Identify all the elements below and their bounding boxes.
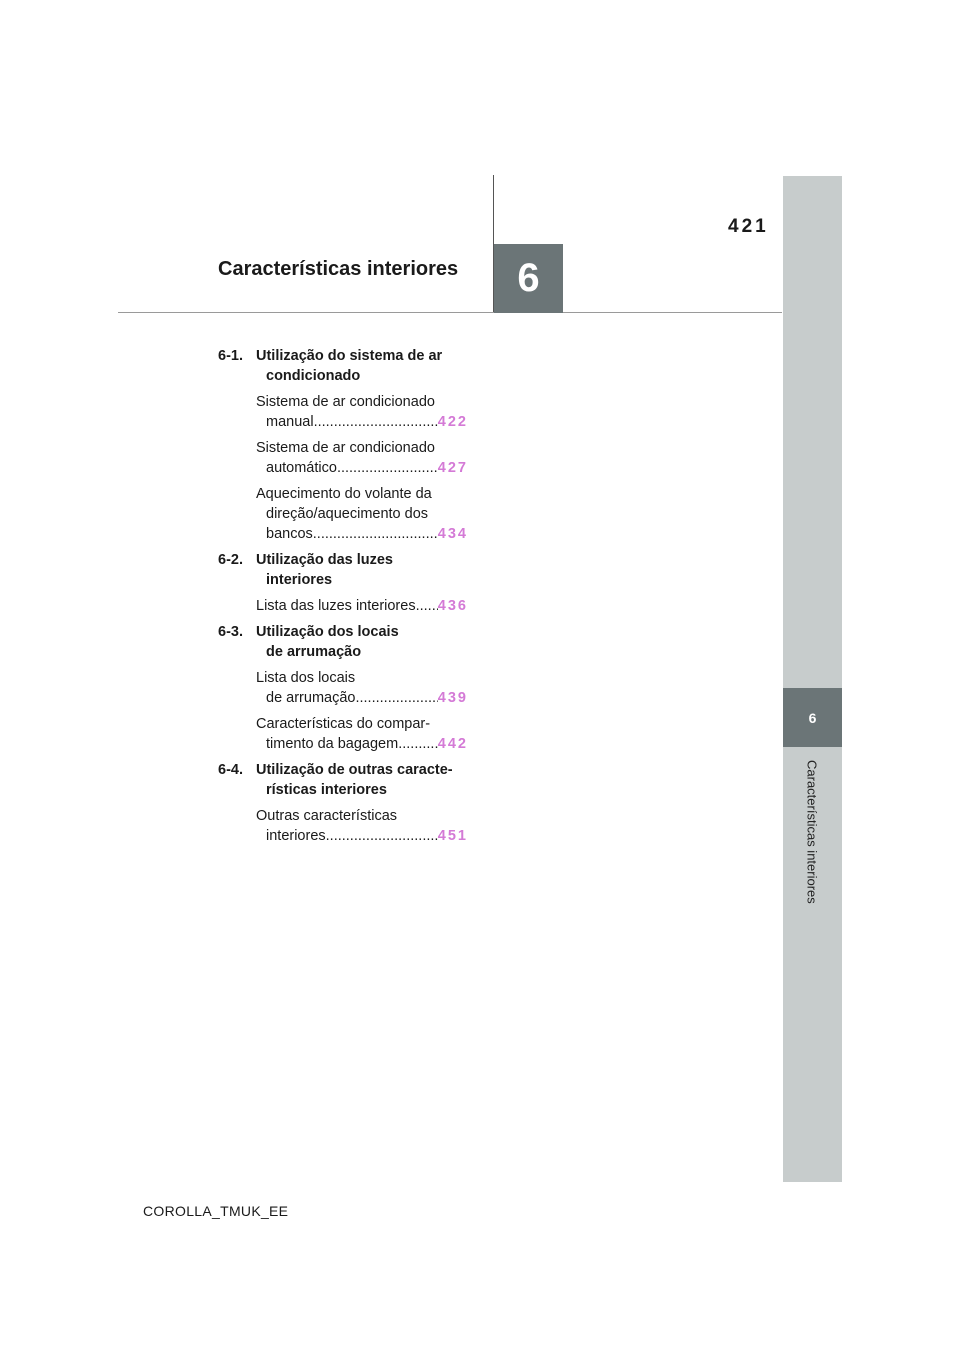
dot-leader <box>416 596 438 616</box>
toc-entry-interior-lights[interactable]: Lista das luzes interiores ..... 436 <box>256 596 468 616</box>
entry-title: Aquecimento do volante da <box>256 486 432 502</box>
entry-title: Características do compar- <box>256 716 431 732</box>
dot-leader <box>398 734 438 754</box>
section-number: 6-3. <box>218 624 243 640</box>
dot-leader <box>313 524 438 544</box>
header-divider-horizontal <box>118 312 782 313</box>
toc-section-6-4 <box>218 760 468 800</box>
toc-section-6-2 <box>218 550 468 590</box>
entry-title: Sistema de ar condicionado <box>256 394 435 410</box>
toc-section-6-1 <box>218 346 468 386</box>
toc-entry-automatic-ac[interactable]: Sistema de ar condicionado automático ..... 427 <box>256 438 468 478</box>
entry-title: Outras características <box>256 808 398 824</box>
section-title: Utilização do sistema de ar condicionado <box>256 348 443 384</box>
dot-leader <box>337 458 438 478</box>
table-of-contents <box>218 346 468 852</box>
section-number: 6-4. <box>218 762 243 778</box>
section-number: 6-2. <box>218 552 243 568</box>
page-reference-link[interactable]: 436 <box>437 598 468 614</box>
toc-entry-manual-ac[interactable]: Sistema de ar condicionado manual ..... 422 <box>256 392 468 432</box>
section-title: Utilização de outras caracte- rísticas interiores <box>256 762 453 798</box>
section-number: 6-1. <box>218 348 243 364</box>
page-reference-link[interactable]: 427 <box>437 460 468 476</box>
chapter-title: Características interiores <box>218 258 459 280</box>
footer-document-code: COROLLA_TMUK_EE <box>143 1203 289 1219</box>
dot-leader <box>326 826 438 846</box>
page-reference-link[interactable]: 422 <box>437 414 468 430</box>
page-reference-link[interactable]: 439 <box>437 690 468 706</box>
section-title: Utilização dos locais de arrumação <box>256 624 399 660</box>
page-reference-link[interactable]: 451 <box>437 828 468 844</box>
dot-leader <box>314 412 438 432</box>
page-reference-link[interactable]: 434 <box>437 526 468 542</box>
toc-entry-luggage-compartment[interactable]: Características do compar- timento da bagagem ..... 442 <box>256 714 468 754</box>
side-tab <box>783 176 842 1182</box>
side-tab-number: 6 <box>783 688 842 747</box>
section-title: Utilização das luzes interiores <box>256 552 393 588</box>
entry-title: Lista dos locais <box>256 670 356 686</box>
toc-entry-heated-wheel-seats[interactable]: Aquecimento do volante da direção/aquecimento dos bancos ..... 434 <box>256 484 468 544</box>
page-reference-link[interactable]: 442 <box>437 736 468 752</box>
chapter-number-box: 6 <box>494 244 563 313</box>
side-tab-label: Características interiores <box>804 760 820 904</box>
toc-entry-storage-list[interactable]: Lista dos locais de arrumação ..... 439 <box>256 668 468 708</box>
entry-title: Sistema de ar condicionado <box>256 440 435 456</box>
toc-entry-other-features[interactable]: Outras características interiores ..... 451 <box>256 806 468 846</box>
dot-leader <box>355 688 437 708</box>
page-number: 421 <box>728 216 769 237</box>
toc-section-6-3 <box>218 622 468 662</box>
